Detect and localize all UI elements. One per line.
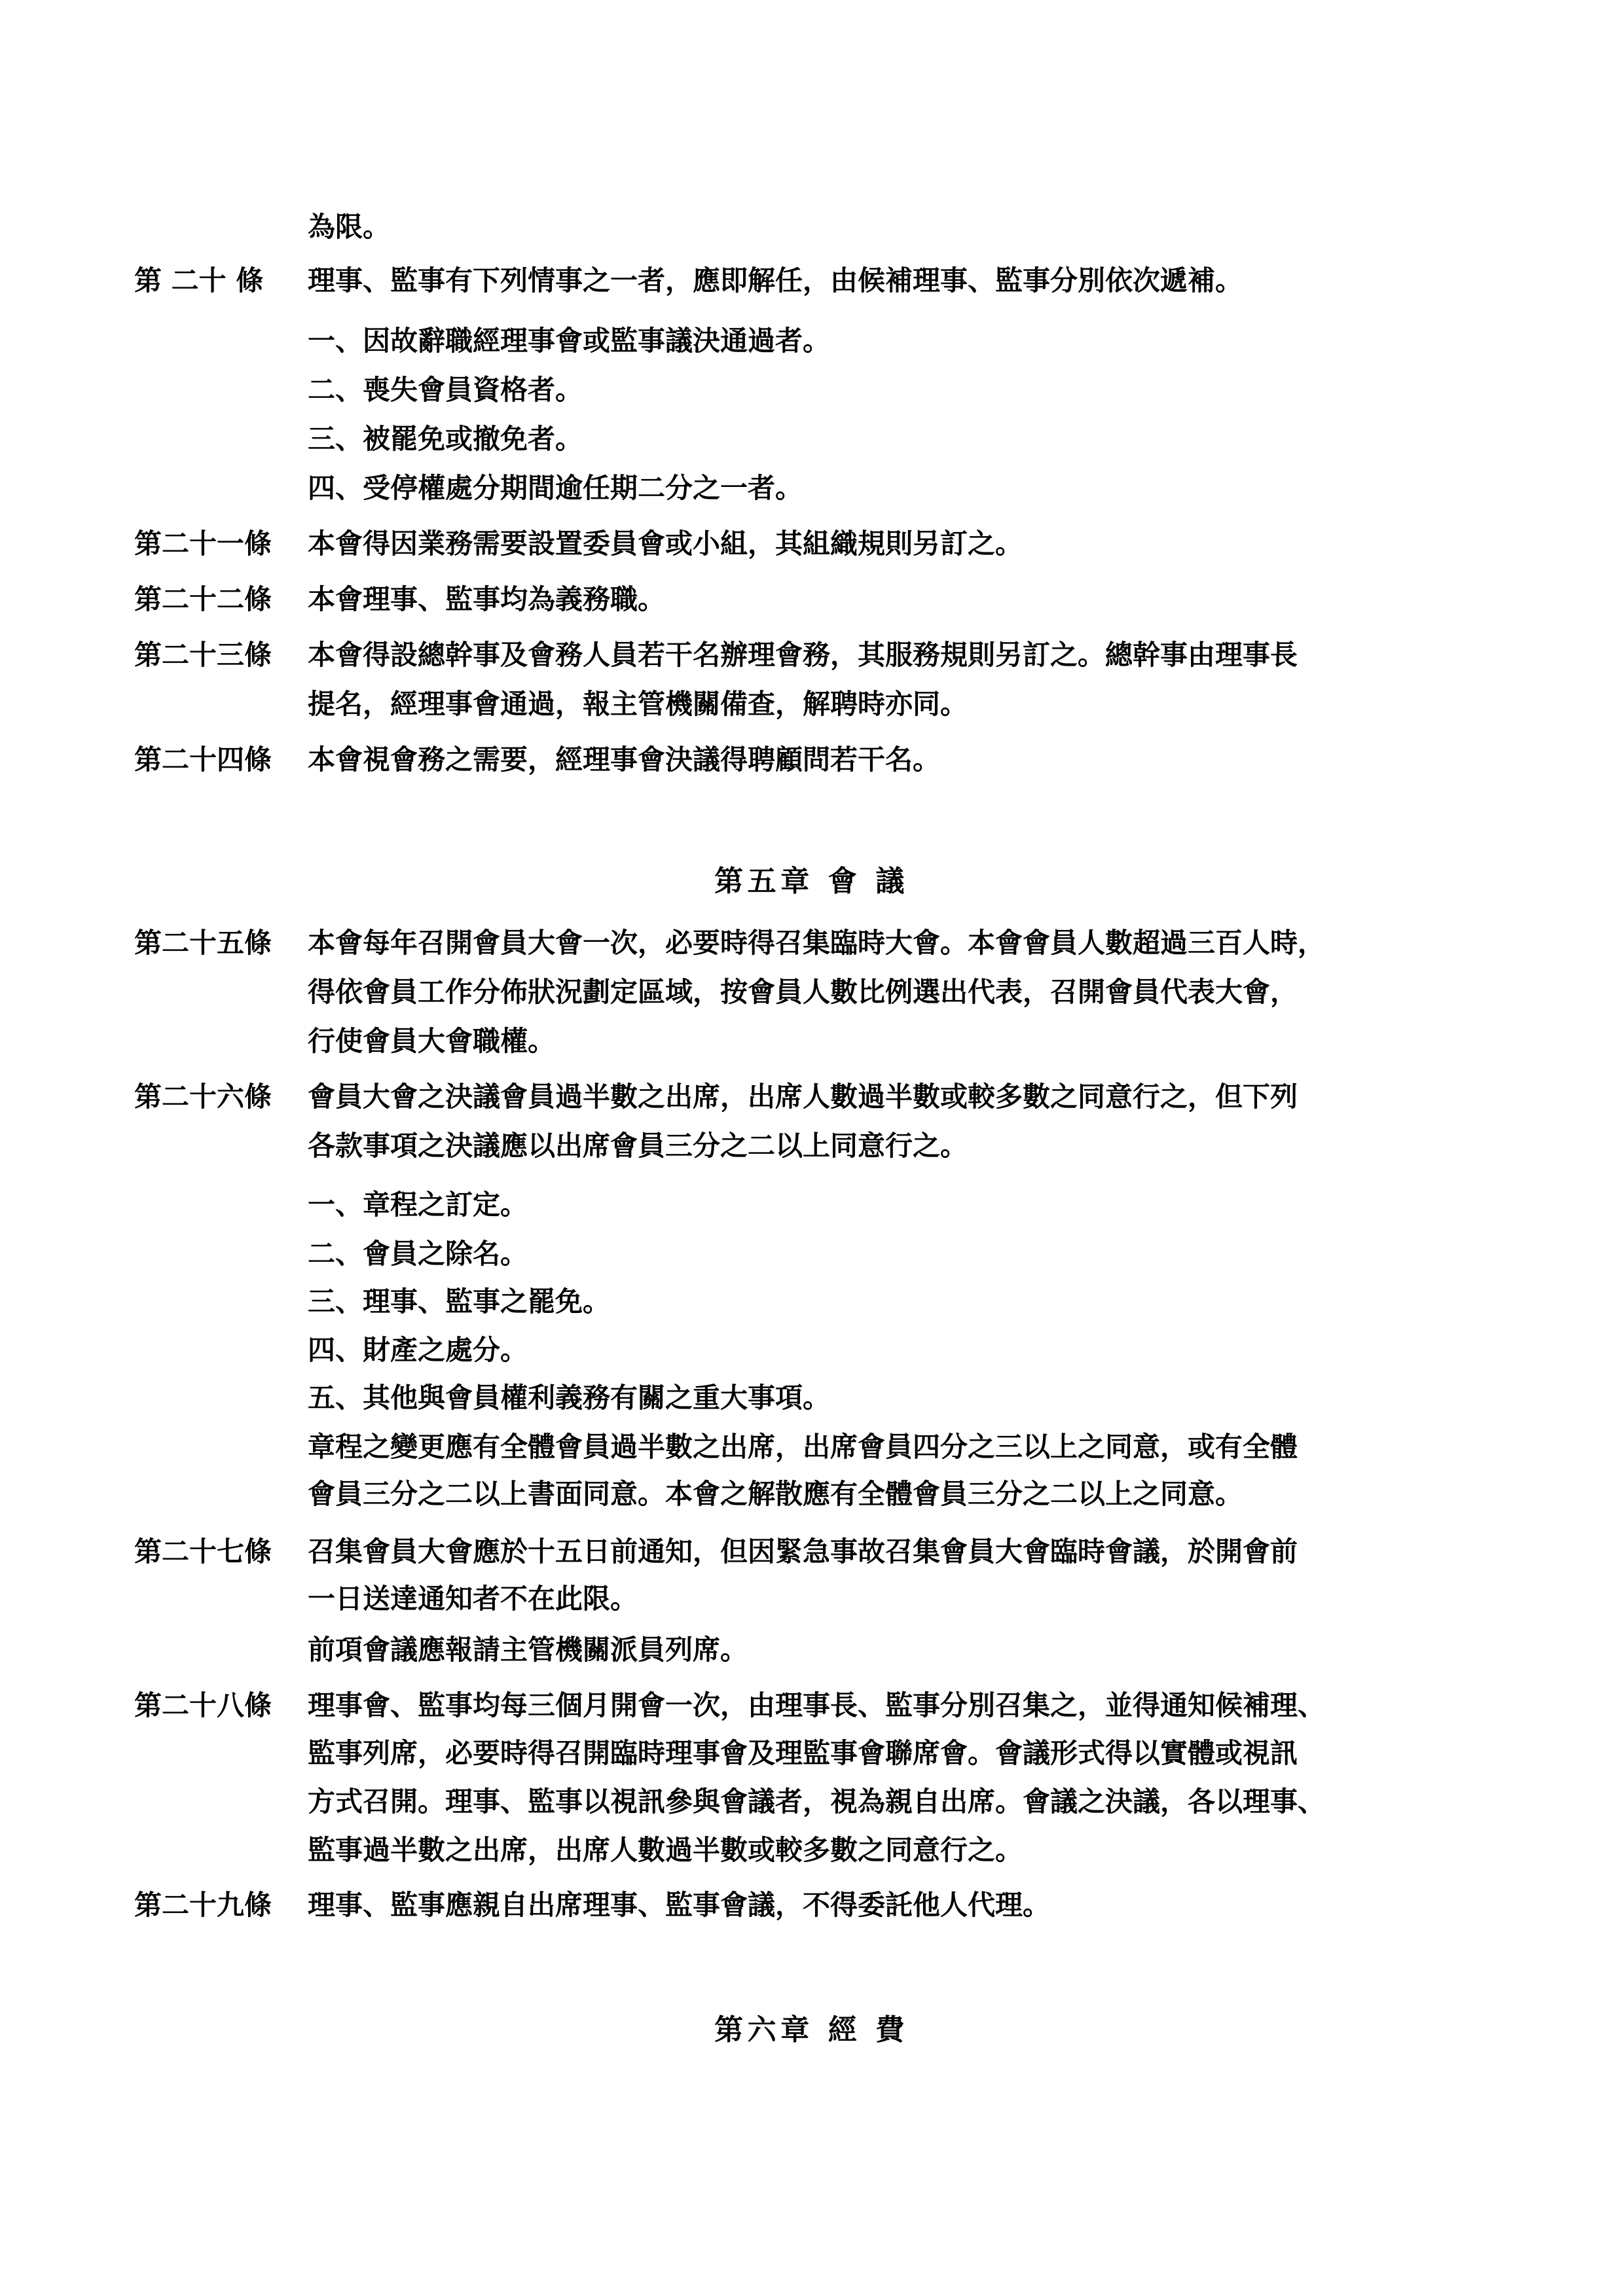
article-28-label: 第二十八條 xyxy=(134,1689,272,1721)
article-28-line: 方式召開。理事、監事以視訊參與會議者，視為親自出席。會議之決議，各以理事、 xyxy=(308,1785,1326,1818)
article-26-label: 第二十六條 xyxy=(134,1081,272,1113)
article-26-item: 一、章程之訂定。 xyxy=(308,1189,528,1221)
chapter-5-title: 第五章 會 議 xyxy=(714,865,909,898)
article-26-item: 四、財產之處分。 xyxy=(308,1334,528,1366)
article-26-note: 章程之變更應有全體會員過半數之出席，出席會員四分之三以上之同意，或有全體 xyxy=(308,1431,1298,1463)
article-23-label: 第二十三條 xyxy=(134,639,272,671)
article-29-text: 理事、監事應親自出席理事、監事會議，不得委託他人代理。 xyxy=(308,1889,1051,1921)
article-28-line: 監事過半數之出席，出席人數過半數或較多數之同意行之。 xyxy=(308,1834,1023,1866)
article-27-line: 一日送達通知者不在此限。 xyxy=(308,1583,638,1615)
article-21-label: 第二十一條 xyxy=(134,528,272,560)
article-29-label: 第二十九條 xyxy=(134,1889,272,1921)
article-26-line: 會員大會之決議會員過半數之出席，出席人數過半數或較多數之同意行之，但下列 xyxy=(308,1081,1298,1113)
article-26-item: 五、其他與會員權利義務有關之重大事項。 xyxy=(308,1382,831,1414)
article-27-line: 前項會議應報請主管機關派員列席。 xyxy=(308,1634,748,1666)
article-25-label: 第二十五條 xyxy=(134,927,272,959)
article-25-line: 得依會員工作分佈狀況劃定區域，按會員人數比例選出代表，召開會員代表大會， xyxy=(308,976,1298,1008)
article-24-text: 本會視會務之需要，經理事會決議得聘顧問若干名。 xyxy=(308,744,941,776)
article-20-text: 理事、監事有下列情事之一者，應即解任，由候補理事、監事分別依次遞補。 xyxy=(308,264,1243,296)
article-27-line: 召集會員大會應於十五日前通知，但因緊急事故召集會員大會臨時會議，於開會前 xyxy=(308,1535,1298,1568)
article-26-line: 各款事項之決議應以出席會員三分之二以上同意行之。 xyxy=(308,1130,968,1162)
article-22-text: 本會理事、監事均為義務職。 xyxy=(308,583,666,615)
article-27-label: 第二十七條 xyxy=(134,1535,272,1568)
article-26-item: 二、會員之除名。 xyxy=(308,1238,528,1270)
article-26-note: 會員三分之二以上書面同意。本會之解散應有全體會員三分之二以上之同意。 xyxy=(308,1478,1243,1510)
article-23-line: 提名，經理事會通過，報主管機關備查，解聘時亦同。 xyxy=(308,688,968,720)
article-continuation: 為限。 xyxy=(308,211,391,243)
article-28-line: 監事列席，必要時得召開臨時理事會及理監事會聯席會。會議形式得以實體或視訊 xyxy=(308,1737,1298,1769)
article-28-line: 理事會、監事均每三個月開會一次，由理事長、監事分別召集之，並得通知候補理、 xyxy=(308,1689,1326,1721)
article-25-line: 行使會員大會職權。 xyxy=(308,1025,556,1057)
article-20-item: 二、喪失會員資格者。 xyxy=(308,374,583,406)
article-25-line: 本會每年召開會員大會一次，必要時得召集臨時大會。本會會員人數超過三百人時， xyxy=(308,927,1326,959)
article-23-line: 本會得設總幹事及會務人員若干名辦理會務，其服務規則另訂之。總幹事由理事長 xyxy=(308,639,1298,671)
article-22-label: 第二十二條 xyxy=(134,583,272,615)
article-20-label: 第 二十 條 xyxy=(134,264,264,296)
article-20-item: 一、因故辭職經理事會或監事議決通過者。 xyxy=(308,325,831,357)
article-21-text: 本會得因業務需要設置委員會或小組，其組織規則另訂之。 xyxy=(308,528,1023,560)
article-20-item: 三、被罷免或撤免者。 xyxy=(308,423,583,455)
article-26-item: 三、理事、監事之罷免。 xyxy=(308,1285,611,1318)
article-24-label: 第二十四條 xyxy=(134,744,272,776)
article-20-item: 四、受停權處分期間逾任期二分之一者。 xyxy=(308,472,803,504)
chapter-6-title: 第六章 經 費 xyxy=(714,2013,909,2047)
